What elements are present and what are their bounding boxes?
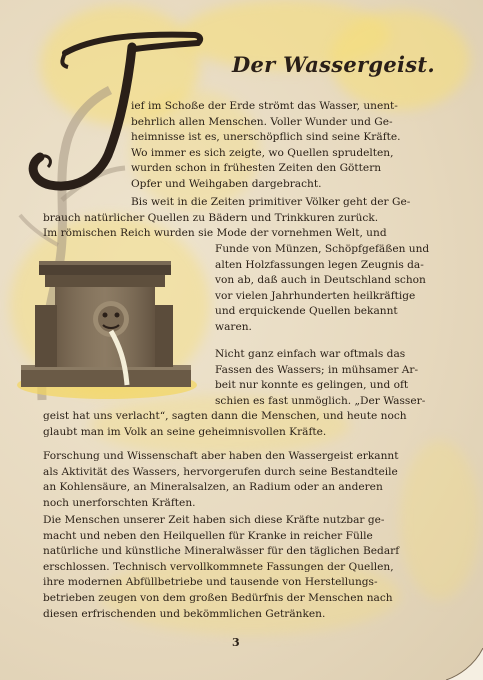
text-line: Bis weit in die Zeiten primitiver Völker geht der Ge- [131, 196, 411, 208]
initial-letter-text: T [20, 25, 21, 26]
text-line: beit nur konnte es gelingen, und oft [215, 379, 409, 392]
text-line: betrieben zeugen von dem großen Bedürfnis der Menschen nach [43, 591, 393, 604]
text-line: waren. [215, 320, 252, 333]
text-line: Fassen des Wassers; in mühsamer Ar- [215, 363, 419, 376]
text-line: Im römischen Reich wurden sie Mode der vornehmen Welt, und [43, 227, 387, 240]
paragraph-3 [215, 347, 448, 409]
text-line: ief im Schoße der Erde strömt das Wasser, unent- [131, 100, 398, 112]
text-line: vor vielen Jahrhunderten heilkräftige [215, 289, 416, 302]
text-line: erschlossen. Technisch vervollkommnete Fassungen der Quellen, [43, 560, 394, 573]
text-line: Die Menschen unserer Zeit haben sich diese Kräfte nutzbar ge- [43, 514, 385, 526]
text-line: natürliche und künstliche Mineralwässer für den täglichen Bedarf [43, 545, 400, 558]
text-line: brauch natürlicher Quellen zu Bädern und Trinkkuren zurück. [43, 211, 379, 224]
paragraph-2-continued [215, 242, 448, 336]
text-line: wurden schon in frühesten Zeiten den Göttern [131, 162, 382, 175]
paragraph-3-continued [43, 409, 448, 440]
text-line: noch unerforschten Kräften. [43, 496, 196, 509]
page-title: Der Wassergeist. [232, 52, 436, 77]
paragraph-2 [43, 195, 448, 242]
text-line: schien es fast unmöglich. „Der Wasser- [215, 394, 426, 407]
text-line: diesen erfrischenden und bekömmlichen Getränken. [43, 607, 326, 620]
paragraph-4 [43, 449, 448, 511]
text-line: und erquickende Quellen bekannt [215, 305, 398, 318]
text-line: an Kohlensäure, an Mineralsalzen, an Radium oder an anderen [43, 481, 383, 494]
text-line: von ab, daß auch in Deutschland schon [215, 274, 426, 287]
text-line: Nicht ganz einfach war oftmals das [215, 348, 406, 360]
text-line: Funde von Münzen, Schöpfgefäßen und [215, 243, 430, 255]
text-line: ihre modernen Abfüllbetriebe und tausende von Herstellungs- [43, 576, 378, 589]
text-line: glaubt man im Volk an seine geheimnisvollen Kräfte. [43, 425, 327, 438]
page-number: 3 [232, 636, 240, 649]
text-line: als Aktivität des Wassers, hervorgerufen durch seine Bestandteile [43, 465, 398, 478]
paragraph-5 [43, 513, 448, 622]
page-corner-curl [446, 648, 483, 680]
text-line: alten Holzfassungen legen Zeugnis da- [215, 258, 424, 271]
text-line: behrlich allen Menschen. Voller Wunder und Ge- [131, 115, 393, 128]
text-line: Forschung und Wissenschaft aber haben den Wassergeist erkannt [43, 450, 399, 462]
text-line: Opfer und Weihgaben dargebracht. [131, 177, 322, 190]
text-line: geist hat uns verlacht“, sagten dann die Menschen, und heute noch [43, 410, 407, 422]
text-line: Wo immer es sich zeigte, wo Quellen sprudelten, [131, 146, 394, 159]
text-line: macht und neben den Heilquellen für Kranke in reicher Fülle [43, 529, 373, 542]
fountain-illustration [15, 245, 200, 405]
text-line: heimnisse ist es, unerschöpflich sind seine Kräfte. [131, 131, 401, 144]
paragraph-1 [131, 99, 448, 193]
